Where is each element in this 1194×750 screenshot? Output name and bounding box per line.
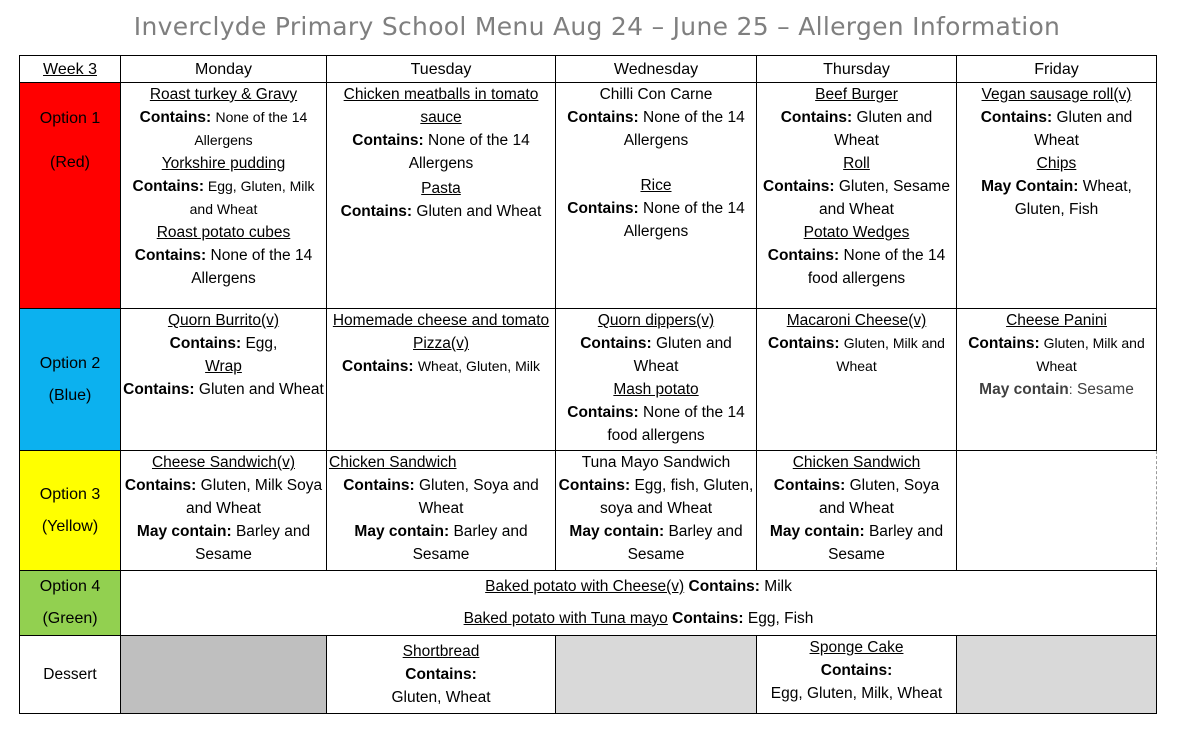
option3-label: Option 3 (Yellow) (20, 451, 121, 571)
option4-all-week: Baked potato with Cheese(v) Contains: Milk Baked potato with Tuna mayo Contains: Egg, Fish (121, 571, 1157, 636)
dessert-tuesday: Shortbread Contains: Gluten, Wheat (327, 636, 556, 714)
option4-label: Option 4 (Green) (20, 571, 121, 636)
option4-row (20, 571, 1157, 636)
dessert-friday-empty (957, 636, 1157, 714)
day-header-tuesday: Tuesday (327, 56, 556, 83)
option2-label: Option 2 (Blue) (20, 309, 121, 451)
option3-tuesday: Chicken Sandwich Contains: Gluten, Soya and Wheat May contain: Barley and Sesame (327, 451, 556, 571)
option2-wednesday: Quorn dippers(v) Contains: Gluten and Wheat Mash potato Contains: None of the 14 food allergens (556, 309, 757, 451)
option1-thursday: Beef Burger Contains: Gluten and Wheat Roll Contains: Gluten, Sesame and Wheat Potato Wedges Contains: None of the 14 food allergens (757, 83, 957, 309)
option3-row (20, 451, 1157, 571)
dessert-row (20, 636, 1157, 714)
week-label: Week 3 (20, 56, 121, 83)
allergen-menu-table (19, 55, 1157, 714)
option1-label: Option 1 (Red) (20, 83, 121, 309)
dessert-monday-empty (121, 636, 327, 714)
option3-monday: Cheese Sandwich(v) Contains: Gluten, Milk Soya and Wheat May contain: Barley and Sesame (121, 451, 327, 571)
dessert-thursday: Sponge Cake Contains: Egg, Gluten, Milk, Wheat (757, 636, 957, 714)
day-header-friday: Friday (957, 56, 1157, 83)
option2-row (20, 309, 1157, 451)
header-row (20, 56, 1157, 83)
option2-thursday: Macaroni Cheese(v) Contains: Gluten, Milk and Wheat (757, 309, 957, 451)
option1-monday: Roast turkey & Gravy Contains: None of the 14 Allergens Yorkshire pudding Contains: Egg, Gluten, Milk and Wheat Roast potato cubes Contains: None of the 14 Allergens (121, 83, 327, 309)
option2-friday: Cheese Panini Contains: Gluten, Milk and Wheat May contain: Sesame (957, 309, 1157, 451)
day-header-wednesday: Wednesday (556, 56, 757, 83)
option1-wednesday: Chilli Con Carne Contains: None of the 14 Allergens Rice Contains: None of the 14 Allergens (556, 83, 757, 309)
day-header-monday: Monday (121, 56, 327, 83)
option1-friday: Vegan sausage roll(v) Contains: Gluten and Wheat Chips May Contain: Wheat, Gluten, Fish (957, 83, 1157, 309)
option3-friday-empty (957, 451, 1157, 571)
page-title: Inverclyde Primary School Menu Aug 24 – June 25 – Allergen Information (133, 12, 1061, 41)
option2-tuesday: Homemade cheese and tomato Pizza(v) Contains: Wheat, Gluten, Milk (327, 309, 556, 451)
option3-thursday: Chicken Sandwich Contains: Gluten, Soya and Wheat May contain: Barley and Sesame (757, 451, 957, 571)
dessert-wednesday-empty (556, 636, 757, 714)
day-header-thursday: Thursday (757, 56, 957, 83)
option1-tuesday: Chicken meatballs in tomato sauce Contains: None of the 14 Allergens Pasta Contains: Gluten and Wheat (327, 83, 556, 309)
option3-wednesday: Tuna Mayo Sandwich Contains: Egg, fish, Gluten, soya and Wheat May contain: Barley and Sesame (556, 451, 757, 571)
option1-row (20, 83, 1157, 309)
option2-monday: Quorn Burrito(v) Contains: Egg, Wrap Contains: Gluten and Wheat (121, 309, 327, 451)
dessert-label: Dessert (20, 636, 121, 714)
